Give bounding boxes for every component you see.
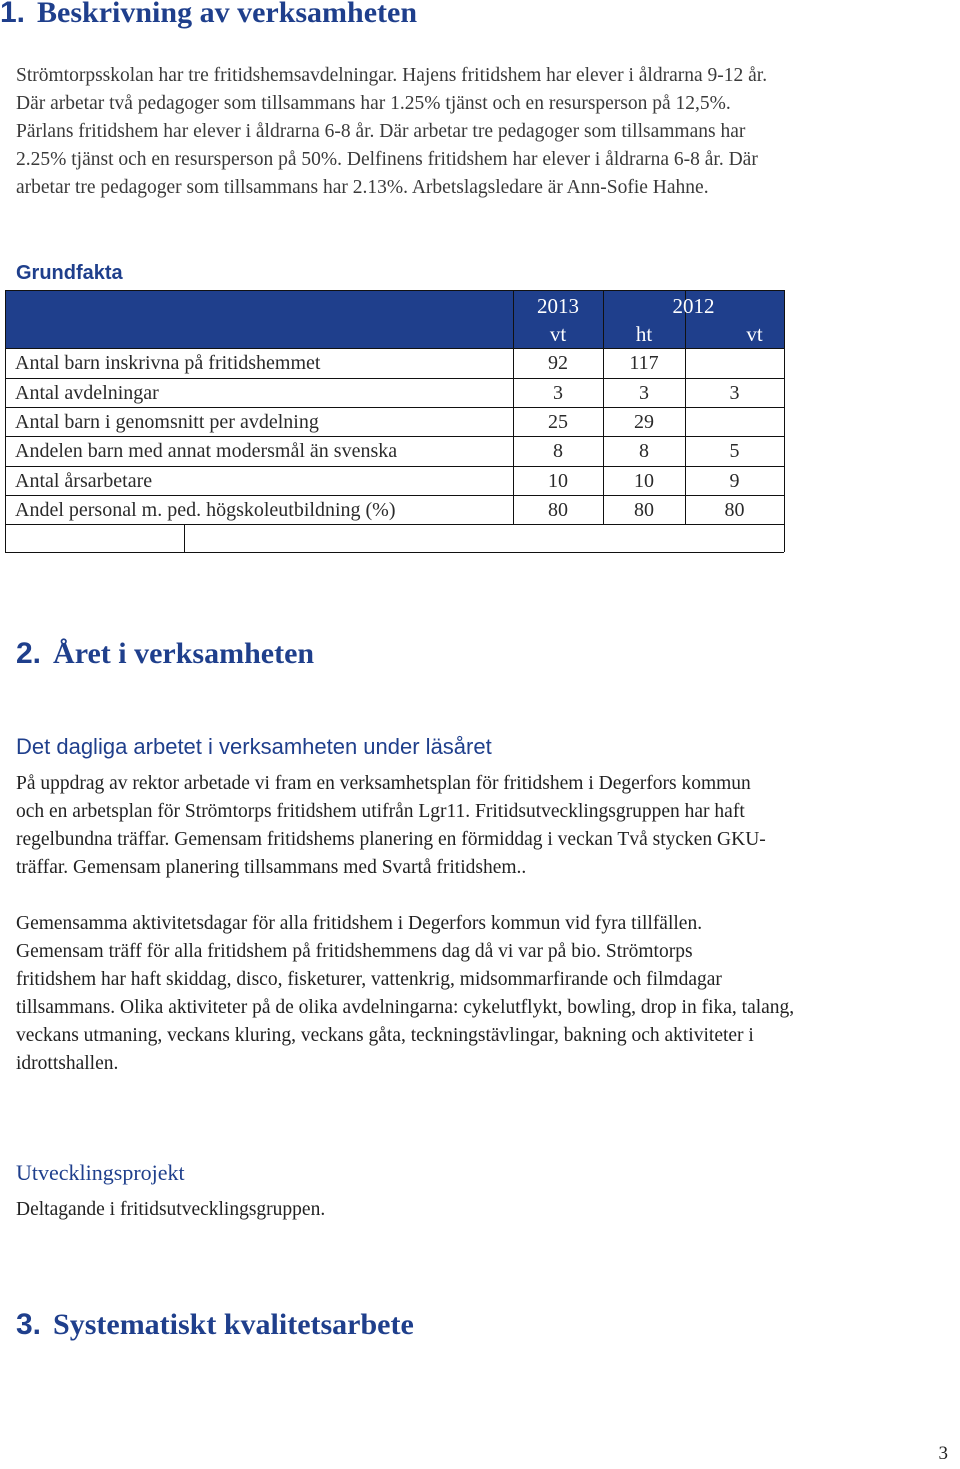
row-label: Antal barn i genomsnitt per avdelning <box>15 411 319 433</box>
grundfakta-heading: Grundfakta <box>16 262 123 284</box>
section-1-title: Beskrivning av verksamheten <box>37 0 418 29</box>
paragraph-line: Gemensamma aktivitetsdagar för alla fritidshem i Degerfors kommun vid fyra tillfällen. <box>16 913 703 934</box>
row-value: 80 <box>634 499 654 521</box>
paragraph-line: och en arbetsplan för Strömtorps fritidshem utifrån Lgr11. Fritidsutvecklingsgruppen har haft <box>16 801 745 822</box>
header-term: ht <box>635 322 653 346</box>
paragraph-line: träffar. Gemensam planering tillsammans med Svartå fritidshem.. <box>16 857 527 878</box>
table-border-top <box>5 290 784 291</box>
intro-line: Strömtorpsskolan har tre fritidshemsavdelningar. Hajens fritidshem har elever i åldrarna 9-12 år. <box>16 65 768 86</box>
paragraph-line: regelbundna träffar. Gemensam fritidshems planering en förmiddag i veckan Två stycken GKU- <box>16 829 766 850</box>
row-value: 117 <box>629 352 659 374</box>
intro-line: arbetar tre pedagoger som tillsammans har 2.13%. Arbetslagsledare är Ann-Sofie Hahne. <box>16 177 709 198</box>
row-value: 80 <box>724 499 745 521</box>
section-1-heading <box>0 0 417 30</box>
row-value: 5 <box>729 440 740 462</box>
row-value: 29 <box>634 411 654 433</box>
row-label: Antal årsarbetare <box>15 470 153 492</box>
paragraph-line: Gemensam träff för alla fritidshem på fritidshemmens dag då vi var på bio. Strömtorps <box>16 941 693 962</box>
section-3-title: Systematiskt kvalitetsarbete <box>53 1308 414 1341</box>
page-number: 3 <box>938 1443 948 1464</box>
header-term: vt <box>746 322 763 346</box>
paragraph-line: På uppdrag av rektor arbetade vi fram en verksamhetsplan för fritidshem i Degerfors kommun <box>16 773 751 794</box>
intro-paragraph <box>16 62 956 202</box>
row-divider <box>5 524 784 525</box>
daily-paragraph-2 <box>16 910 956 1078</box>
row-label: Andelen barn med annat modersmål än svenska <box>15 440 398 462</box>
table-border-left <box>5 290 6 552</box>
row-value: 80 <box>548 499 568 521</box>
row-label: Andel personal m. ped. högskoleutbildning (%) <box>15 499 396 521</box>
row-value: 10 <box>634 470 654 492</box>
row-value: 92 <box>548 352 568 374</box>
column-divider <box>184 524 185 552</box>
row-label: Antal barn inskrivna på fritidshemmet <box>15 352 321 374</box>
row-value: 3 <box>553 382 563 404</box>
paragraph-line: idrottshallen. <box>16 1053 119 1074</box>
row-value: 3 <box>729 382 740 404</box>
grundfakta-table <box>5 290 784 552</box>
daily-work-heading: Det dagliga arbetet i verksamheten under läsåret <box>16 734 492 759</box>
paragraph-line: tillsammans. Olika aktiviteter på de olika avdelningarna: cykelutflykt, bowling, drop in fika, talang, <box>16 997 795 1018</box>
row-value <box>685 408 784 436</box>
paragraph-line: Deltagande i fritidsutvecklingsgruppen. <box>16 1199 326 1220</box>
row-value: 8 <box>639 440 649 462</box>
row-value: 3 <box>639 382 649 404</box>
intro-line: Pärlans fritidshem har elever i åldrarna 6-8 år. Där arbetar tre pedagoger som tillsammans har <box>16 121 746 142</box>
project-text <box>16 1196 956 1224</box>
section-3-number: 3. <box>16 1308 42 1341</box>
header-term: vt <box>549 322 567 346</box>
row-label: Antal avdelningar <box>15 382 159 404</box>
section-2-title: Året i verksamheten <box>53 637 315 670</box>
section-2-number: 2. <box>16 637 42 670</box>
section-3-heading <box>16 1308 414 1342</box>
paragraph-line: veckans utmaning, veckans kluring, veckans gåta, teckningstävlingar, bakning och aktiviteter i <box>16 1025 754 1046</box>
section-1-number: 1. <box>0 0 26 29</box>
header-year-2013: 2013 <box>537 294 579 318</box>
header-year-2012: 2012 <box>672 294 715 318</box>
row-value: 9 <box>729 470 740 492</box>
section-2-heading <box>16 637 314 671</box>
project-heading: Utvecklingsprojekt <box>16 1160 185 1185</box>
intro-line: Där arbetar två pedagoger som tillsammans har 1.25% tjänst och en resursperson på 12,5%. <box>16 93 731 114</box>
row-value <box>685 349 784 377</box>
table-border-bottom <box>5 552 784 553</box>
row-value: 25 <box>548 411 568 433</box>
paragraph-line: fritidshem har haft skiddag, disco, fisketurer, vattenkrig, midsommarfirande och filmdagar <box>16 969 722 990</box>
row-value: 8 <box>553 440 563 462</box>
row-value: 10 <box>548 470 568 492</box>
daily-paragraph-1 <box>16 770 956 882</box>
intro-line: 2.25% tjänst och en resursperson på 50%. Delfinens fritidshem har elever i åldrarna 6-8 år. Där <box>16 149 758 170</box>
